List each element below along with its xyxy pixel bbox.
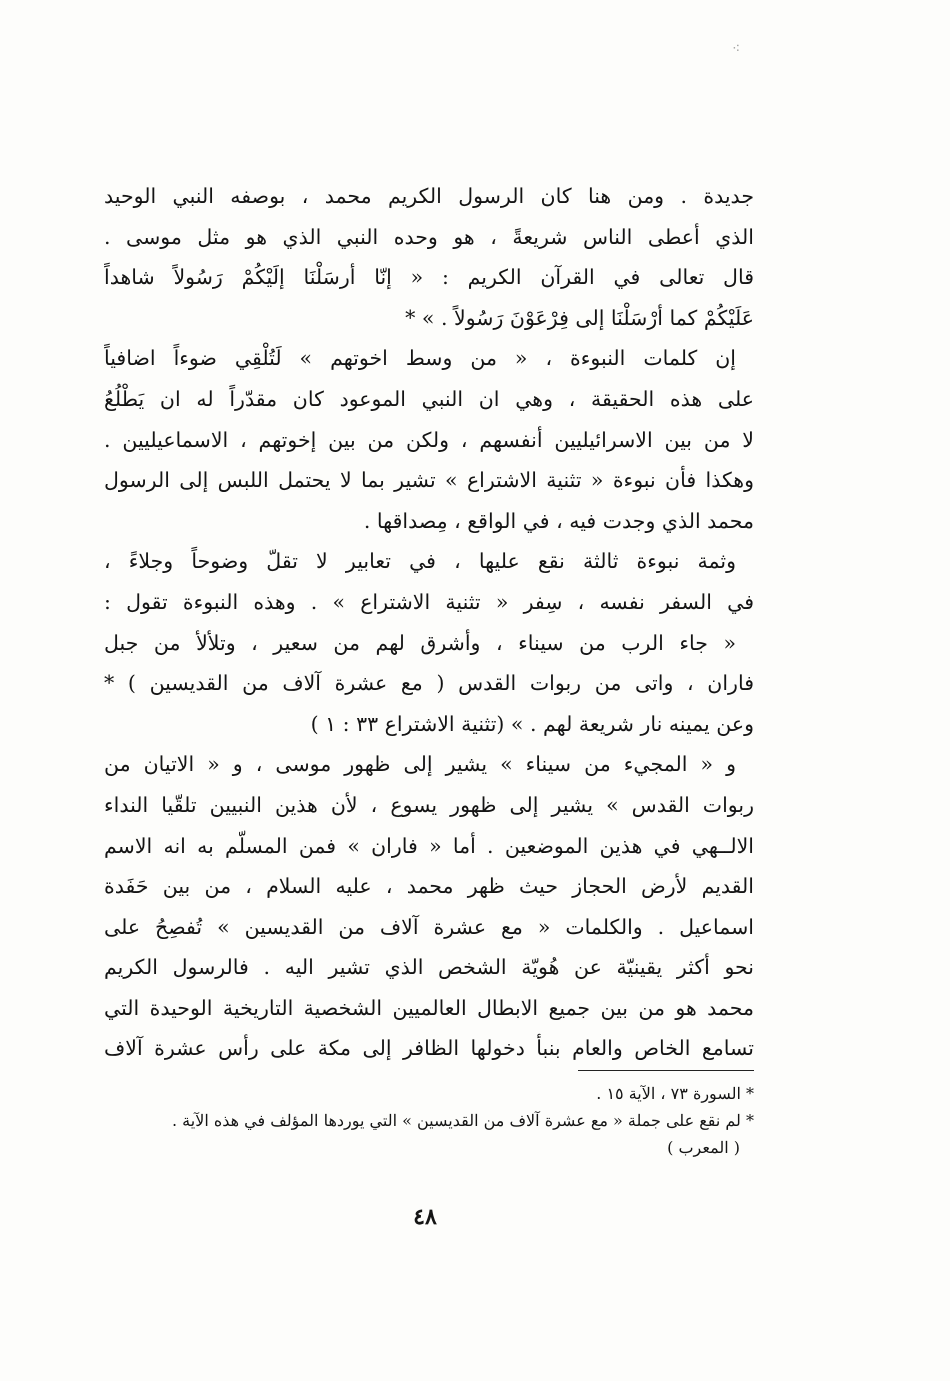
body-line: وعن يمينه نار شريعة لهم . » (تثنية الاشتراع ٣٣ : ١ ) xyxy=(310,711,754,736)
body-line: « جاء الرب من سيناء ، وأشرق لهم من سعير ، وتلألأ من جبل xyxy=(104,630,736,655)
footnote-continuation: ( المعرب ) xyxy=(667,1138,740,1157)
body-line: و « المجيء من سيناء » يشير إلى ظهور موسى ، و « الاتيان من xyxy=(104,752,736,777)
page-number: ٤٨ xyxy=(413,1204,437,1230)
body-line: عَلَيْكُمْ كما أرْسَلْنَا إلى فِرْعَوْنَ رَسُولاً . » * xyxy=(405,305,754,330)
body-line: ربوات القدس » يشير إلى ظهور يسوع ، لأن هذين النبيين تلقّيا النداء xyxy=(104,792,754,817)
body-line: في السفر نفسه ، سِفر « تثنية الاشتراع » . وهذه النبوءة تقول : xyxy=(104,589,754,614)
body-line: لا من بين الاسرائيليين أنفسهم ، ولكن من بين إخوتهم ، الاسماعيليين . xyxy=(104,427,754,452)
footnote-divider xyxy=(578,1070,754,1071)
body-line: على هذه الحقيقة ، وهي ان النبي الموعود كان مقدّراً له ان يَطْلُعُ xyxy=(104,386,754,411)
body-line: قال تعالى في القرآن الكريم : « إنّا أرسَلْنَا إلَيْكُمْ رَسُولاً شاهداً xyxy=(104,265,754,290)
body-line: فاران ، واتى من ربوات القدس ( مع عشرة آلاف من القديسين ) * xyxy=(104,671,754,696)
body-line: إن كلمات النبوءة ، « من وسط اخوتهم » لَتُلْقِي ضوءاً اضافياً xyxy=(104,346,736,371)
footnotes xyxy=(104,1080,754,1161)
footnote: * السورة ٧٣ ، الآية ١٥ . xyxy=(596,1084,754,1103)
body-line: القديم لأرض الحجاز حيث ظهر محمد ، عليه السلام ، من بين حَفَدة xyxy=(104,874,754,899)
body-line: تسامع الخاص والعام بنبأ دخولها الظافر إلى مكة على رأس عشرة آلاف xyxy=(104,1036,754,1061)
body-line: الالــهي في هذين الموضعين . أما « فاران » فمن المسلّم به انه الاسم xyxy=(104,833,754,858)
corner-mark: ⁖ xyxy=(732,41,741,57)
footnote: * لم نقع على جملة « مع عشرة آلاف من القديسين » التي يوردها المؤلف في هذه الآية . xyxy=(171,1111,754,1130)
body-line: محمد هو من بين جميع الابطال العالميين الشخصية التاريخية الوحيدة التي xyxy=(104,995,754,1020)
body-line: الذي أعطى الناس شريعةً ، هو وحده النبي الذي هو مثل موسى . xyxy=(104,224,754,249)
body-line: وثمة نبوءة ثالثة نقع عليها ، في تعابير لا تقلّ وضوحاً وجلاءً ، xyxy=(104,549,736,574)
body-line: نحو أكثر يقينيّة عن هُويّة الشخص الذي تشير اليه . فالرسول الكريم xyxy=(104,955,754,980)
body-line: وهكذا فأن نبوءة « تثنية الاشتراع » تشير بما لا يحتمل اللبس إلى الرسول xyxy=(104,468,754,493)
body-text xyxy=(104,176,754,1069)
body-line: اسماعيل . والكلمات « مع عشرة آلاف من القديسين » تُفصِحُ على xyxy=(104,914,754,939)
body-line: محمد الذي وجدت فيه ، في الواقع ، مِصداقها . xyxy=(363,508,754,533)
body-line: جديدة . ومن هنا كان الرسول الكريم محمد ، بوصفه النبي الوحيد xyxy=(104,184,754,208)
